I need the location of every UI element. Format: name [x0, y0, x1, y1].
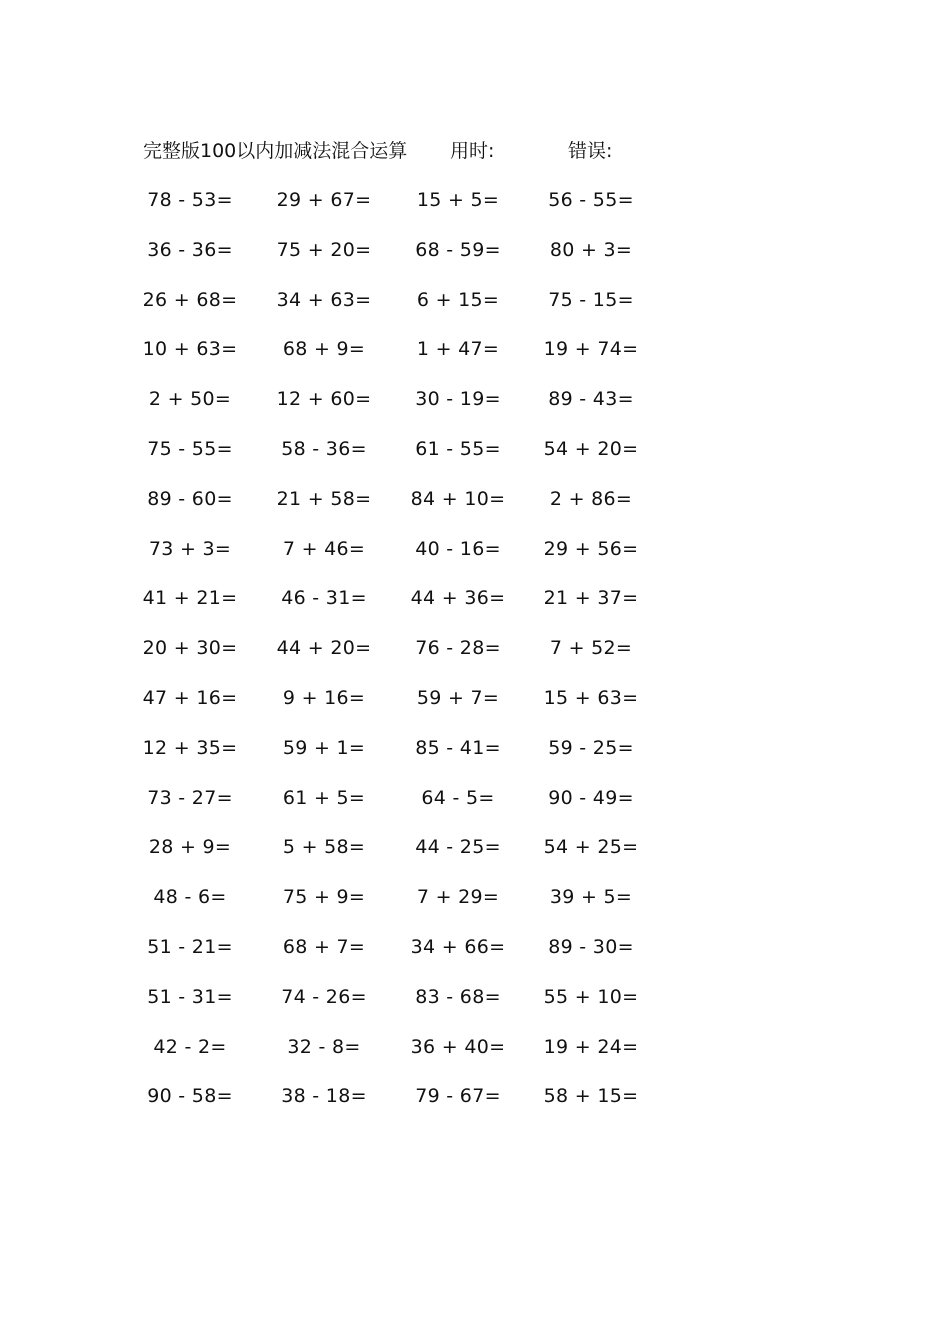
problem-cell: 40 - 16=: [415, 537, 501, 560]
problem-cell: 51 - 31=: [147, 985, 233, 1008]
errors-label: 错误:: [568, 140, 613, 162]
problem-cell: 83 - 68=: [415, 985, 501, 1008]
problem-cell: 7 + 52=: [549, 637, 633, 660]
problem-cell: 75 - 55=: [147, 437, 233, 460]
problem-cell: 20 + 30=: [142, 637, 238, 660]
problem-cell: 7 + 29=: [416, 886, 500, 909]
problem-cell: 38 - 18=: [281, 1085, 367, 1108]
problem-cell: 75 + 9=: [282, 886, 366, 909]
problem-cell: 36 - 36=: [147, 238, 233, 261]
problem-cell: 44 + 36=: [410, 587, 506, 610]
problem-row: [0, 284, 950, 334]
problem-cell: 39 + 5=: [549, 886, 633, 909]
problem-cell: 76 - 28=: [415, 637, 501, 660]
problem-cell: 41 + 21=: [142, 587, 238, 610]
problem-cell: 58 + 15=: [543, 1085, 639, 1108]
problem-cell: 54 + 20=: [543, 437, 639, 460]
problem-cell: 9 + 16=: [282, 686, 366, 709]
problem-cell: 75 - 15=: [548, 288, 634, 311]
problem-cell: 19 + 74=: [543, 338, 639, 361]
problem-row: [0, 533, 950, 583]
problem-cell: 26 + 68=: [142, 288, 238, 311]
problem-row: [0, 682, 950, 732]
problem-cell: 75 + 20=: [276, 238, 372, 261]
problem-row: [0, 234, 950, 284]
problem-cell: 56 - 55=: [548, 189, 634, 211]
problem-cell: 48 - 6=: [153, 886, 227, 909]
problem-row: [0, 333, 950, 383]
problem-cell: 12 + 60=: [276, 388, 372, 411]
problem-cell: 6 + 15=: [416, 288, 500, 311]
problem-cell: 73 + 3=: [148, 537, 232, 560]
problem-cell: 58 - 36=: [281, 437, 367, 460]
problem-cell: 12 + 35=: [142, 736, 238, 759]
problem-cell: 15 + 5=: [416, 189, 500, 211]
problem-cell: 59 + 7=: [416, 686, 500, 709]
problem-cell: 68 + 9=: [282, 338, 366, 361]
problem-row: [0, 383, 950, 433]
problem-cell: 44 - 25=: [415, 836, 501, 859]
problem-row: [0, 1080, 950, 1130]
problem-cell: 32 - 8=: [287, 1035, 361, 1058]
problem-cell: 84 + 10=: [410, 487, 506, 510]
problem-row: [0, 433, 950, 483]
problem-cell: 44 + 20=: [276, 637, 372, 660]
problem-cell: 29 + 67=: [276, 189, 372, 211]
problem-cell: 2 + 86=: [549, 487, 633, 510]
problem-cell: 74 - 26=: [281, 985, 367, 1008]
problem-cell: 21 + 58=: [276, 487, 372, 510]
problem-grid: [0, 184, 950, 1130]
problem-cell: 47 + 16=: [142, 686, 238, 709]
problem-row: [0, 732, 950, 782]
problem-cell: 61 + 5=: [282, 786, 366, 809]
problem-cell: 64 - 5=: [421, 786, 495, 809]
problem-cell: 7 + 46=: [282, 537, 366, 560]
problem-row: [0, 483, 950, 533]
problem-cell: 1 + 47=: [416, 338, 500, 361]
problem-cell: 51 - 21=: [147, 935, 233, 958]
problem-row: [0, 582, 950, 632]
problem-cell: 59 - 25=: [548, 736, 634, 759]
problem-cell: 30 - 19=: [415, 388, 501, 411]
problem-row: [0, 881, 950, 931]
problem-row: [0, 831, 950, 881]
problem-cell: 68 + 7=: [282, 935, 366, 958]
problem-cell: 79 - 67=: [415, 1085, 501, 1108]
problem-row: [0, 1031, 950, 1081]
problem-cell: 36 + 40=: [410, 1035, 506, 1058]
problem-cell: 90 - 58=: [147, 1085, 233, 1108]
problem-cell: 89 - 30=: [548, 935, 634, 958]
problem-row: [0, 931, 950, 981]
problem-cell: 5 + 58=: [282, 836, 366, 859]
problem-cell: 68 - 59=: [415, 238, 501, 261]
problem-cell: 29 + 56=: [543, 537, 639, 560]
problem-cell: 89 - 43=: [548, 388, 634, 411]
problem-cell: 42 - 2=: [153, 1035, 227, 1058]
problem-cell: 89 - 60=: [147, 487, 233, 510]
problem-cell: 19 + 24=: [543, 1035, 639, 1058]
problem-cell: 54 + 25=: [543, 836, 639, 859]
problem-row: [0, 184, 950, 234]
problem-cell: 73 - 27=: [147, 786, 233, 809]
problem-cell: 10 + 63=: [142, 338, 238, 361]
problem-cell: 21 + 37=: [543, 587, 639, 610]
problem-row: [0, 782, 950, 832]
problem-cell: 61 - 55=: [415, 437, 501, 460]
problem-cell: 15 + 63=: [543, 686, 639, 709]
problem-cell: 34 + 63=: [276, 288, 372, 311]
problem-cell: 78 - 53=: [147, 189, 233, 211]
problem-cell: 2 + 50=: [148, 388, 232, 411]
problem-cell: 85 - 41=: [415, 736, 501, 759]
problem-cell: 46 - 31=: [281, 587, 367, 610]
problem-cell: 28 + 9=: [148, 836, 232, 859]
problem-cell: 34 + 66=: [410, 935, 506, 958]
problem-cell: 55 + 10=: [543, 985, 639, 1008]
problem-cell: 59 + 1=: [282, 736, 366, 759]
time-label: 用时:: [450, 140, 495, 162]
problem-row: [0, 632, 950, 682]
problem-cell: 90 - 49=: [548, 786, 634, 809]
worksheet-title: 完整版100以内加减法混合运算: [143, 140, 408, 162]
problem-cell: 80 + 3=: [549, 238, 633, 261]
problem-row: [0, 981, 950, 1031]
